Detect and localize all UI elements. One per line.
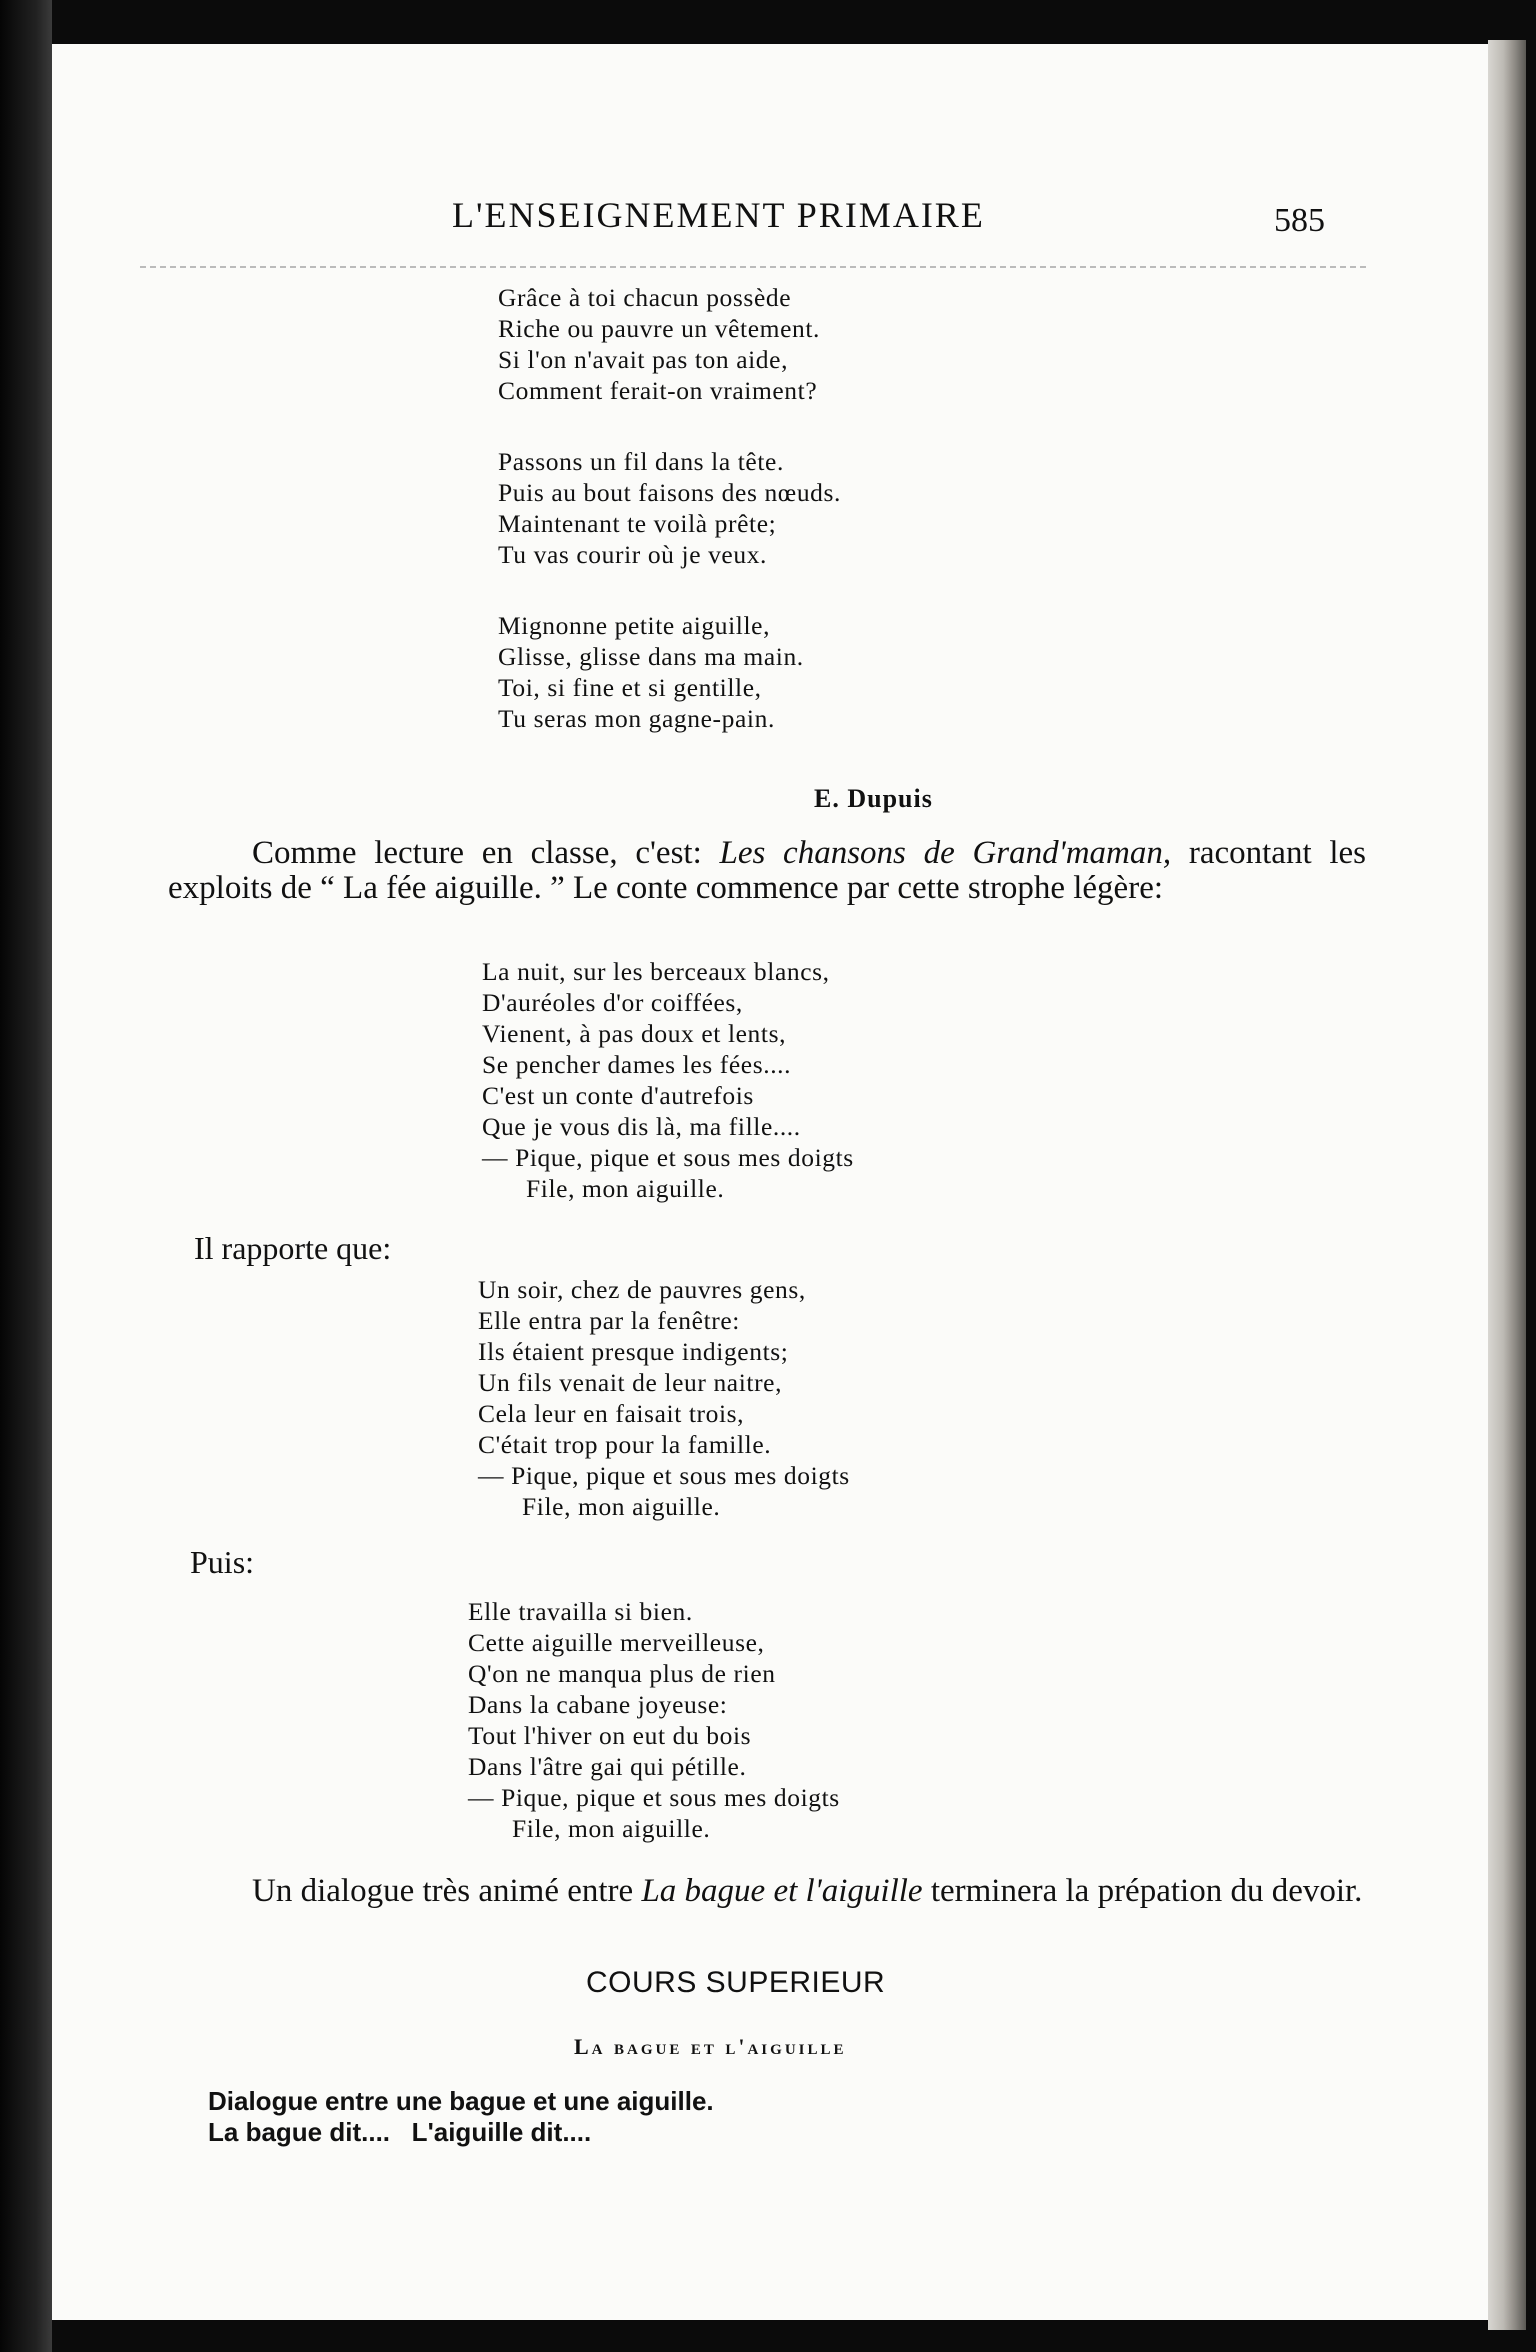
poem-pauvres-gens [478, 1274, 850, 1522]
verse-line: File, mon aiguille. [526, 1174, 725, 1203]
verse-line: — Pique, pique et sous mes doigts [482, 1143, 854, 1172]
book-binding [0, 0, 52, 2352]
verse-line: Un soir, chez de pauvres gens, [478, 1275, 806, 1304]
paragraph-text: Comme lecture en classe, c'est: [252, 835, 720, 871]
dialogue-line: Dialogue entre une bague et une aiguille. [208, 2086, 714, 2116]
verse-line: Tout l'hiver on eut du bois [468, 1721, 752, 1750]
verse-line: Que je vous dis là, ma fille.... [482, 1112, 801, 1141]
verse-line: Cela leur en faisait trois, [478, 1399, 745, 1428]
section-subheading: La bague et l'aiguille [574, 2034, 847, 2059]
verse-line: — Pique, pique et sous mes doigts [478, 1461, 850, 1490]
dialogue-intro [208, 2086, 714, 2148]
running-title: L'ENSEIGNEMENT PRIMAIRE [452, 195, 985, 235]
poem-fee-aiguille [482, 956, 854, 1204]
verse-line: Comment ferait-on vraiment? [498, 376, 818, 405]
label-puis: Puis: [190, 1544, 255, 1580]
verse-line: Toi, si fine et si gentille, [498, 673, 762, 702]
section-heading: COURS SUPERIEUR [586, 1966, 886, 1999]
verse-line: Riche ou pauvre un vêtement. [498, 314, 820, 343]
verse-line: Tu seras mon gagne-pain. [498, 704, 775, 733]
paragraph-text: racontant les exploits de “ La fée aiguille. ” Le conte commence par cette strophe légère: [168, 835, 1366, 906]
verse-line: Si l'on n'avait pas ton aide, [498, 345, 789, 374]
verse-line: File, mon aiguille. [512, 1814, 711, 1843]
verse-line: Ils étaient presque indigents; [478, 1337, 789, 1366]
dialogue-line: La bague dit.... L'aiguille dit.... [208, 2117, 592, 2147]
verse-line: Passons un fil dans la tête. [498, 447, 784, 476]
poem-author: E. Dupuis [814, 784, 933, 813]
label-rapporte: Il rapporte que: [194, 1230, 392, 1266]
dialogue-title: La bague et l'aiguille [641, 1873, 923, 1909]
verse-line: Un fils venait de leur naitre, [478, 1368, 783, 1397]
verse-line: Grâce à toi chacun possède [498, 283, 792, 312]
header-rule [140, 266, 1366, 268]
poem-travailla [468, 1596, 840, 1844]
stanza-3 [498, 610, 841, 734]
book-title: Les chansons de Grand'maman, [719, 835, 1172, 871]
verse-line: Tu vas courir où je veux. [498, 540, 768, 569]
verse-line: La nuit, sur les berceaux blancs, [482, 957, 830, 986]
book-page [52, 44, 1488, 2320]
verse-line: Dans l'âtre gai qui pétille. [468, 1752, 747, 1781]
verse-line: D'auréoles d'or coiffées, [482, 988, 743, 1017]
stanza-1 [498, 282, 841, 406]
paragraph-dialogue [168, 1874, 1366, 1909]
page-header [52, 162, 1488, 242]
verse-line: Q'on ne manqua plus de rien [468, 1659, 776, 1688]
verse-line: Elle travailla si bien. [468, 1597, 693, 1626]
verse-line: C'est un conte d'autrefois [482, 1081, 754, 1110]
paragraph-lecture [168, 836, 1366, 906]
verse-line: Maintenant te voilà prête; [498, 509, 777, 538]
stanza-2 [498, 446, 841, 570]
verse-line: File, mon aiguille. [522, 1492, 721, 1521]
verse-line: Elle entra par la fenêtre: [478, 1306, 740, 1335]
page-edge [1488, 40, 1526, 2330]
verse-line: Se pencher dames les fées.... [482, 1050, 792, 1079]
page-number: 585 [1274, 202, 1325, 239]
paragraph-text: terminera la prépation du devoir. [922, 1873, 1363, 1909]
poem-needle [498, 282, 841, 734]
verse-line: Dans la cabane joyeuse: [468, 1690, 728, 1719]
verse-line: Cette aiguille merveilleuse, [468, 1628, 765, 1657]
verse-line: — Pique, pique et sous mes doigts [468, 1783, 840, 1812]
verse-line: Puis au bout faisons des nœuds. [498, 478, 842, 507]
verse-line: Glisse, glisse dans ma main. [498, 642, 804, 671]
verse-line: C'était trop pour la famille. [478, 1430, 772, 1459]
verse-line: Vienent, à pas doux et lents, [482, 1019, 787, 1048]
paragraph-text: Un dialogue très animé entre [252, 1873, 642, 1909]
verse-line: Mignonne petite aiguille, [498, 611, 771, 640]
